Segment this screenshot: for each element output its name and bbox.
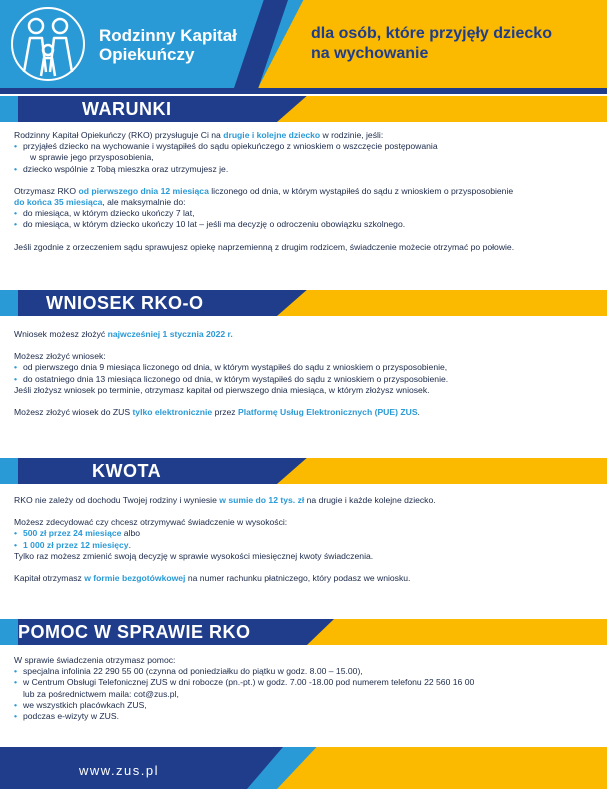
warunki-period: Otrzymasz RKO od pierwszego dnia 12 miesiąca liczonego od dnia, w którym wystąpiłeś do sądu z wnioskiem o przysposobienie do końca 35 miesiąca, ale maksymalnie do: <box>14 185 514 208</box>
list-item: • dziecko wspólnie z Tobą mieszka oraz utrzymujesz je. <box>14 164 594 175</box>
list-item: • do miesiąca, w którym dziecko ukończy 7 lat, <box>14 208 594 219</box>
list-item: • przyjąłeś dziecko na wychowanie i wystąpiłeś do sądu opiekuńczego z wnioskiem o wszczęcie postępowania w sprawie jego przysposobienia, <box>14 141 594 163</box>
footer-stripe-yellow <box>277 747 607 789</box>
section-band-warunki <box>0 96 607 122</box>
band-accent-left <box>0 96 18 122</box>
wniosek-when: Możesz złożyć wniosek: <box>14 351 106 362</box>
list-item: • specjalna infolinia 22 290 55 00 (czynna od poniedziałku do piątku w godz. 8.00 – 15.00), <box>14 666 594 677</box>
list-item: • od pierwszego dnia 9 miesiąca liczonego od dnia, w którym wystąpiłeś do sądu z wnioskiem o przysposobienie, <box>14 362 594 373</box>
band-accent-left <box>0 619 18 645</box>
section-content-kwota <box>14 495 594 584</box>
section-title-warunki: WARUNKI <box>82 99 172 119</box>
list-item: • podczas e-wizyty w ZUS. <box>14 711 594 722</box>
band-accent-right <box>277 458 607 484</box>
kwota-options-list <box>14 528 594 550</box>
pomoc-channels-list <box>14 666 594 722</box>
footer-url-link[interactable]: www.zus.pl <box>79 763 160 778</box>
section-band-kwota <box>0 458 607 484</box>
tagline-line-2: na wychowanie <box>311 45 429 62</box>
list-item: • w Centrum Obsługi Telefonicznej ZUS w dni robocze (pn.-pt.) w godz. 7.00 -18.00 pod numerem telefonu 22 560 16 00 lub za pośrednictwem maila: cot@zus.pl, <box>14 677 594 699</box>
pomoc-intro: W sprawie świadczenia otrzymasz pomoc: <box>14 655 176 665</box>
section-title-pomoc: POMOC W SPRAWIE RKO <box>18 622 251 642</box>
list-item: • 500 zł przez 24 miesiące albo <box>14 528 594 539</box>
warunki-conditions-list <box>14 141 594 175</box>
section-content-pomoc <box>14 655 594 722</box>
kwota-payment: Kapitał otrzymasz w formie bezgotówkowej na numer rachunku płatniczego, który podasz we wniosku. <box>14 573 411 584</box>
wniosek-when-list <box>14 362 594 384</box>
brand-line-1: Rodzinny Kapitał <box>99 26 237 45</box>
warunki-note: Jeśli zgodnie z orzeczeniem sądu sprawujesz opiekę naprzemienną z drugim rodzicem, świadczenie możecie otrzymać po połowie. <box>14 241 515 252</box>
kwota-amount: RKO nie zależy od dochodu Twojej rodziny i wyniesie w sumie do 12 tys. zł na drugie i każde kolejne dziecko. <box>14 495 436 505</box>
wniosek-how: Możesz złożyć wiosek do ZUS tylko elektronicznie przez Platformę Usług Elektronicznych (PUE) ZUS. <box>14 407 420 418</box>
band-accent-right <box>277 96 607 122</box>
section-title-wniosek: WNIOSEK RKO-O <box>46 293 204 313</box>
section-band-pomoc <box>0 619 607 645</box>
list-item: • do miesiąca, w którym dziecko ukończy 10 lat – jeśli ma decyzję o odroczeniu obowiązku szkolnego. <box>14 219 594 230</box>
tagline <box>311 24 601 64</box>
wniosek-start: Wniosek możesz złożyć najwcześniej 1 stycznia 2022 r. <box>14 329 233 339</box>
band-accent-left <box>0 290 18 316</box>
section-content-wniosek <box>14 329 594 418</box>
brand-title <box>99 26 237 64</box>
list-item: • 1 000 zł przez 12 miesięcy. <box>14 540 594 551</box>
footer <box>0 747 607 789</box>
brand-line-2: Opiekuńczy <box>99 45 195 64</box>
list-item: • do ostatniego dnia 13 miesiąca liczonego od dnia, w którym wystąpiłeś do sądu z wnioskiem o przysposobienie. <box>14 374 594 385</box>
band-accent-left <box>0 458 18 484</box>
kwota-choice: Możesz zdecydować czy chcesz otrzymywać świadczenie w wysokości: <box>14 517 288 528</box>
list-item: • we wszystkich placówkach ZUS, <box>14 700 594 711</box>
header-bottom-band <box>0 88 607 94</box>
section-title-kwota: KWOTA <box>92 461 162 481</box>
family-logo-icon <box>8 6 88 84</box>
wniosek-late: Jeśli złożysz wniosek po terminie, otrzymasz kapitał od pierwszego dnia miesiąca, w którym złożysz wniosek. <box>14 384 430 395</box>
band-accent-right <box>307 619 607 645</box>
warunki-limit-list <box>14 208 594 230</box>
tagline-line-1: dla osób, które przyjęły dziecko <box>311 25 552 42</box>
section-band-wniosek <box>0 290 607 316</box>
header <box>0 0 607 88</box>
kwota-change: Tylko raz możesz zmienić swoją decyzję w sprawie wysokości miesięcznej kwoty świadczenia. <box>14 550 374 561</box>
section-content-warunki <box>14 130 594 253</box>
band-accent-right <box>277 290 607 316</box>
warunki-intro: Rodzinny Kapitał Opiekuńczy (RKO) przysługuje Ci na drugie i kolejne dziecko w rodzinie, jeśli: <box>14 130 384 140</box>
